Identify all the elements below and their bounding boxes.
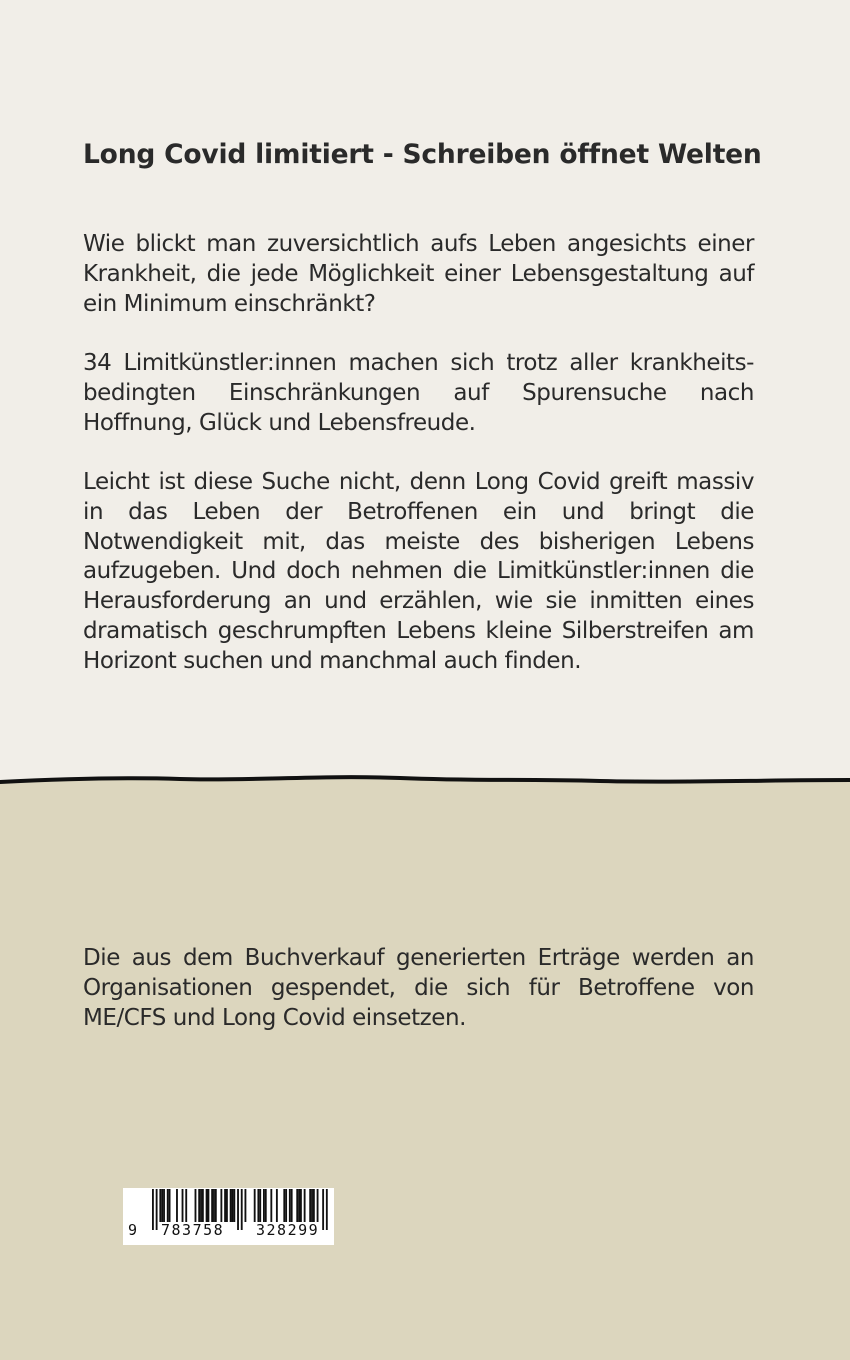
barcode-bar <box>285 1189 287 1222</box>
barcode-bar <box>276 1189 278 1222</box>
barcode-bar <box>304 1189 306 1222</box>
barcode-bar <box>237 1189 239 1230</box>
barcode-bar <box>182 1189 184 1222</box>
barcode-bar <box>152 1189 154 1230</box>
isbn-barcode <box>123 1188 334 1245</box>
barcode-bar <box>283 1189 285 1222</box>
barcode-bar <box>198 1189 200 1222</box>
barcode-bar <box>156 1189 158 1230</box>
barcode-left-digits: 783758 <box>161 1221 225 1239</box>
barcode-bar <box>313 1189 315 1222</box>
barcode-bar <box>259 1189 261 1222</box>
barcode-bar <box>195 1189 197 1222</box>
barcode-bar <box>232 1189 234 1222</box>
barcode-bar <box>200 1189 202 1222</box>
barcode-bar <box>185 1189 187 1222</box>
barcode-bar <box>211 1189 213 1222</box>
barcode-bar <box>265 1189 267 1222</box>
barcode-bar <box>202 1189 204 1222</box>
barcode-bar <box>291 1189 293 1222</box>
barcode-bar <box>213 1189 215 1222</box>
barcode-right-digits: 328299 <box>256 1221 320 1239</box>
authors-paragraph: 34 Limitkünstler:innen machen sich trotz aller krankheits-bedingten Einschränkungen auf Spurensuche nach Hoffnung, Glück und Lebensfreude. <box>83 350 754 436</box>
barcode-bar <box>326 1189 328 1230</box>
barcode-bar <box>163 1189 165 1222</box>
barcode-bar <box>224 1189 226 1222</box>
barcode-bar <box>254 1189 256 1222</box>
barcode-bar <box>298 1189 300 1222</box>
barcode-bar <box>245 1189 247 1222</box>
description-paragraph: Leicht ist diese Suche nicht, denn Long Covid greift massiv in das Leben der Betroffenen ein und bringt die Notwendigkeit mit, das meiste des bisherigen Lebens aufzugeben. Und doch nehmen die Limitkünstler:innen die Herausforderung an und erzählen, wie sie inmitten eines dramatisch geschrumpften Lebens kleine Silberstreifen am Horizont suchen und manchmal auch finden. <box>83 469 754 674</box>
barcode-first-digit: 9 <box>128 1221 139 1239</box>
intro-paragraph: Wie blickt man zuversichtlich aufs Leben angesichts einer Krankheit, die jede Möglichkeit einer Lebensgestaltung auf ein Minimum einschränkt? <box>83 231 754 317</box>
wavy-divider <box>0 770 850 800</box>
barcode-bar <box>161 1189 163 1222</box>
barcode-bar <box>263 1189 265 1222</box>
barcode-bar <box>208 1189 210 1222</box>
barcode-bar <box>226 1189 228 1222</box>
page-title: Long Covid limitiert - Schreiben öffnet Welten <box>83 139 762 170</box>
barcode-bar <box>176 1189 178 1222</box>
barcode-bar <box>169 1189 171 1222</box>
bottom-panel <box>0 780 850 1360</box>
barcode-bar <box>159 1189 161 1222</box>
barcode-bar <box>257 1189 259 1222</box>
barcode-bar <box>241 1189 243 1230</box>
barcode-bar <box>322 1189 324 1230</box>
barcode-bar <box>300 1189 302 1222</box>
barcode-bar <box>233 1189 235 1222</box>
barcode-bar <box>206 1189 208 1222</box>
barcode-bar <box>309 1189 311 1222</box>
barcode-bar <box>296 1189 298 1222</box>
barcode-bar <box>317 1189 319 1222</box>
barcode-bar <box>230 1189 232 1222</box>
barcode-bar <box>220 1189 222 1222</box>
barcode-bar <box>270 1189 272 1222</box>
barcode-bar <box>289 1189 291 1222</box>
barcode-bar <box>215 1189 217 1222</box>
donation-paragraph: Die aus dem Buchverkauf generierten Erträge werden an Organisationen gespendet, die sich für Betroffene von ME/CFS und Long Covid einsetzen. <box>83 945 754 1031</box>
barcode-bar <box>167 1189 169 1222</box>
barcode-bar <box>311 1189 313 1222</box>
